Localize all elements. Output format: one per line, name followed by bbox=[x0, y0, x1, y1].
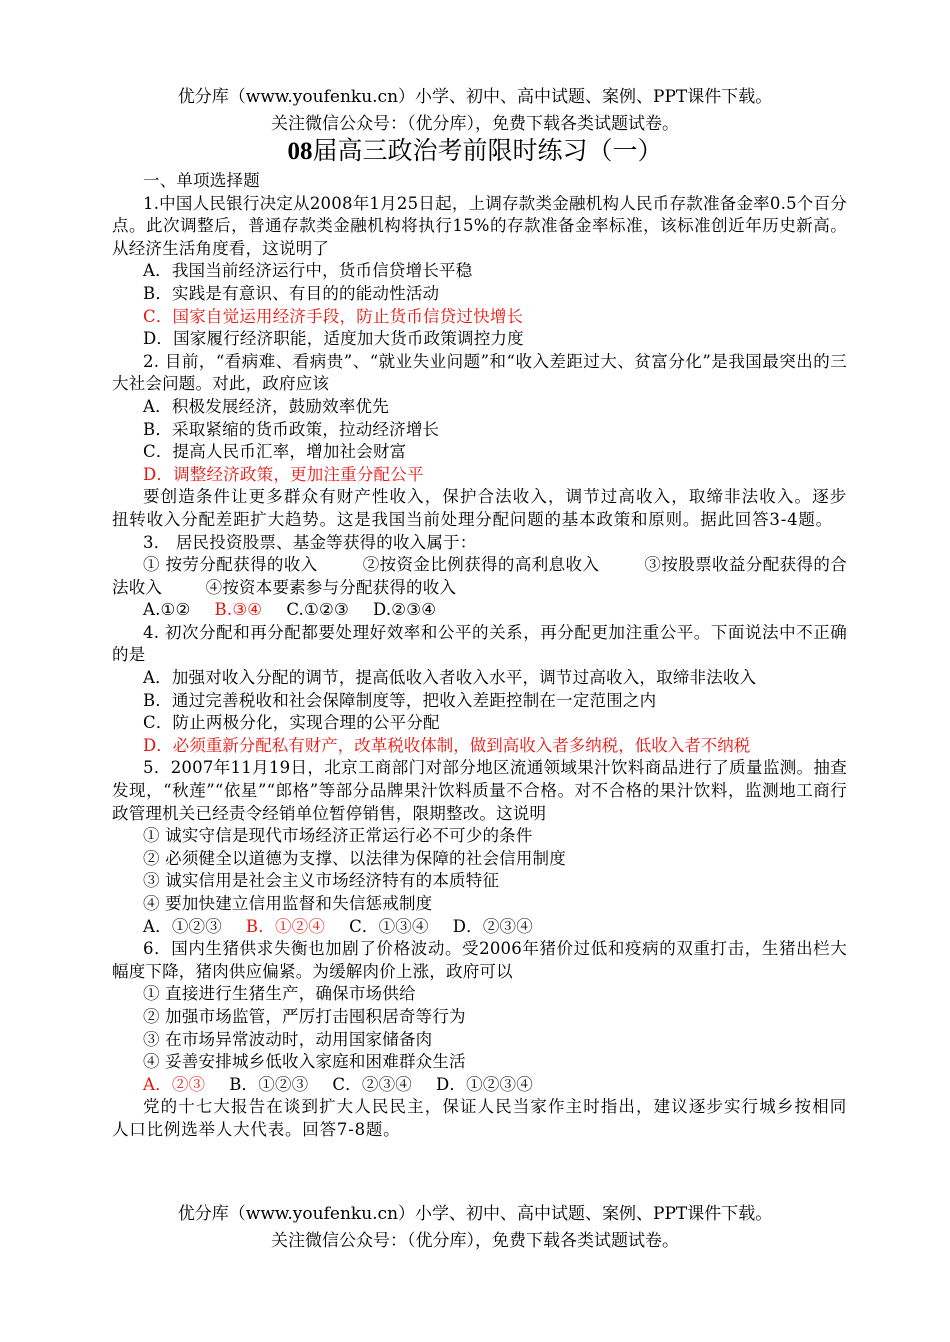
q2-option-c: C．提高人民币汇率，增加社会财富 bbox=[143, 442, 407, 462]
q1-option-a: A．我国当前经济运行中，货币信贷增长平稳 bbox=[143, 261, 473, 281]
q1-stem: 1.中国人民银行决定从2008年1月25日起，上调存款类金融机构人民币存款准备金率0.5个百分点。此次调整后，普通存款类金融机构将执行15%的存款准备金率标准，该标准创近年历史新高。从经济生活角度看，这说明了 bbox=[112, 193, 847, 258]
intro-q7-q8: 党的十七大报告在谈到扩大人民民主，保证人民当家作主时指出，建议逐步实行城乡按相同人口比例选举人大代表。回答7-8题。 bbox=[112, 1097, 847, 1139]
q5-option-c: C．①③④ bbox=[349, 916, 429, 936]
q4-option-a: A．加强对收入分配的调节，提高低收入者收入水平，调节过高收入，取缔非法收入 bbox=[143, 668, 757, 688]
q6-option-d: D．①②③④ bbox=[435, 1074, 533, 1094]
q6-stem: 6．国内生猪供求失衡也加剧了价格波动。受2006年猪价过低和疫病的双重打击，生猪出栏大幅度下降，猪肉供应偏紧。为缓解肉价上涨，政府可以 bbox=[112, 939, 847, 981]
q3-option-b-answer: B.③④ bbox=[214, 600, 263, 620]
q5-item-1: ① 诚实守信是现代市场经济正常运行必不可少的条件 bbox=[143, 826, 533, 846]
q1-option-b: B．实践是有意识、有目的的能动性活动 bbox=[143, 283, 440, 303]
section-heading: 一、单项选择题 bbox=[143, 171, 260, 190]
q5-item-4: ④ 要加快建立信用监督和失信惩戒制度 bbox=[143, 894, 433, 913]
q2-stem: 2. 目前，“看病难、看病贵”、“就业失业问题”和“收入差距过大、贫富分化”是我国最突出的三大社会问题。对此，政府应该 bbox=[112, 351, 847, 394]
q5-option-a: A．①②③ bbox=[143, 916, 222, 936]
footer-line-2: 关注微信公众号：（优分库），免费下载各类试题试卷。 bbox=[271, 1231, 679, 1251]
q4-option-d-answer: D．必须重新分配私有财产，改革税收体制，做到高收入者多纳税，低收入者不纳税 bbox=[143, 735, 751, 755]
q5-option-d: D．②③④ bbox=[452, 916, 533, 936]
intro-q3-q4: 要创造条件让更多群众有财产性收入，保护合法收入，调节过高收入，取缔非法收入。逐步扭转收入分配差距扩大趋势。这是我国当前处理分配问题的基本政策和原则。据此回答3-4题。 bbox=[112, 487, 847, 529]
q3-options bbox=[112, 599, 847, 622]
header-line-2: 关注微信公众号：（优分库），免费下载各类试题试卷。 bbox=[271, 114, 679, 134]
q5-option-b-answer: B．①②④ bbox=[245, 916, 326, 936]
q1-option-c-answer: C．国家自觉运用经济手段，防止货币信贷过快增长 bbox=[143, 306, 524, 326]
q5-item-3: ③ 诚实信用是社会主义市场经济特有的本质特征 bbox=[143, 871, 500, 891]
page-title bbox=[0, 134, 950, 169]
q5-options bbox=[112, 916, 847, 939]
title-year: 08 bbox=[287, 138, 313, 165]
q3-stem: 3． 居民投资股票、基金等获得的收入属于： bbox=[143, 532, 477, 552]
q6-option-b: B．①②③ bbox=[229, 1074, 309, 1094]
q3-items: ① 按劳分配获得的收入 ②按资金比例获得的高利息收入 ③按股票收益分配获得的合法收入 ④按资本要素参与分配获得的收入 bbox=[112, 555, 847, 597]
q3-option-d: D.②③④ bbox=[372, 600, 437, 620]
q6-option-a-answer: A．②③ bbox=[143, 1074, 206, 1094]
q4-stem: 4. 初次分配和再分配都要处理好效率和公平的关系，再分配更加注重公平。下面说法中不正确的是 bbox=[112, 622, 847, 665]
q6-item-3: ③ 在市场异常波动时，动用国家储备肉 bbox=[143, 1029, 433, 1049]
q6-item-2: ② 加强市场监管，严厉打击囤积居奇等行为 bbox=[143, 1006, 466, 1026]
q4-option-b: B．通过完善税收和社会保障制度等，把收入差距控制在一定范围之内 bbox=[143, 690, 657, 710]
q5-stem: 5．2007年11月19日，北京工商部门对部分地区流通领域果汁饮料商品进行了质量监测。抽查发现，“秋莲”“依星”“郎格”等部分品牌果汁饮料质量不合格。对不合格的果汁饮料，监测地工商行政管理机关已经责令经销单位暂停销售，限期整改。这说明 bbox=[112, 758, 847, 823]
q6-option-c: C．②③④ bbox=[332, 1074, 412, 1094]
q6-item-4: ④ 妥善安排城乡低收入家庭和困难群众生活 bbox=[143, 1052, 466, 1072]
q2-option-a: A．积极发展经济，鼓励效率优先 bbox=[143, 396, 389, 416]
q2-option-d-answer: D．调整经济政策，更加注重分配公平 bbox=[143, 464, 424, 484]
q1-option-d: D．国家履行经济职能，适度加大货币政策调控力度 bbox=[143, 329, 524, 349]
header-line-1: 优分库（www.youfenku.cn）小学、初中、高中试题、案例、PPT课件下载。 bbox=[177, 87, 773, 107]
title-text: 届高三政治考前限时练习（一） bbox=[312, 136, 663, 165]
footer-line-1: 优分库（www.youfenku.cn）小学、初中、高中试题、案例、PPT课件下载。 bbox=[177, 1204, 773, 1224]
q6-item-1: ① 直接进行生猪生产，确保市场供给 bbox=[143, 984, 416, 1004]
q4-option-c: C．防止两极分化，实现合理的公平分配 bbox=[143, 713, 440, 733]
q6-options bbox=[112, 1074, 847, 1097]
q3-option-c: C.①②③ bbox=[286, 600, 349, 620]
q5-item-2: ② 必须健全以道德为支撑、以法律为保障的社会信用制度 bbox=[143, 848, 566, 868]
q2-option-b: B．采取紧缩的货币政策，拉动经济增长 bbox=[143, 419, 440, 439]
document-body bbox=[112, 170, 847, 1142]
q3-option-a: A.①② bbox=[143, 600, 191, 620]
